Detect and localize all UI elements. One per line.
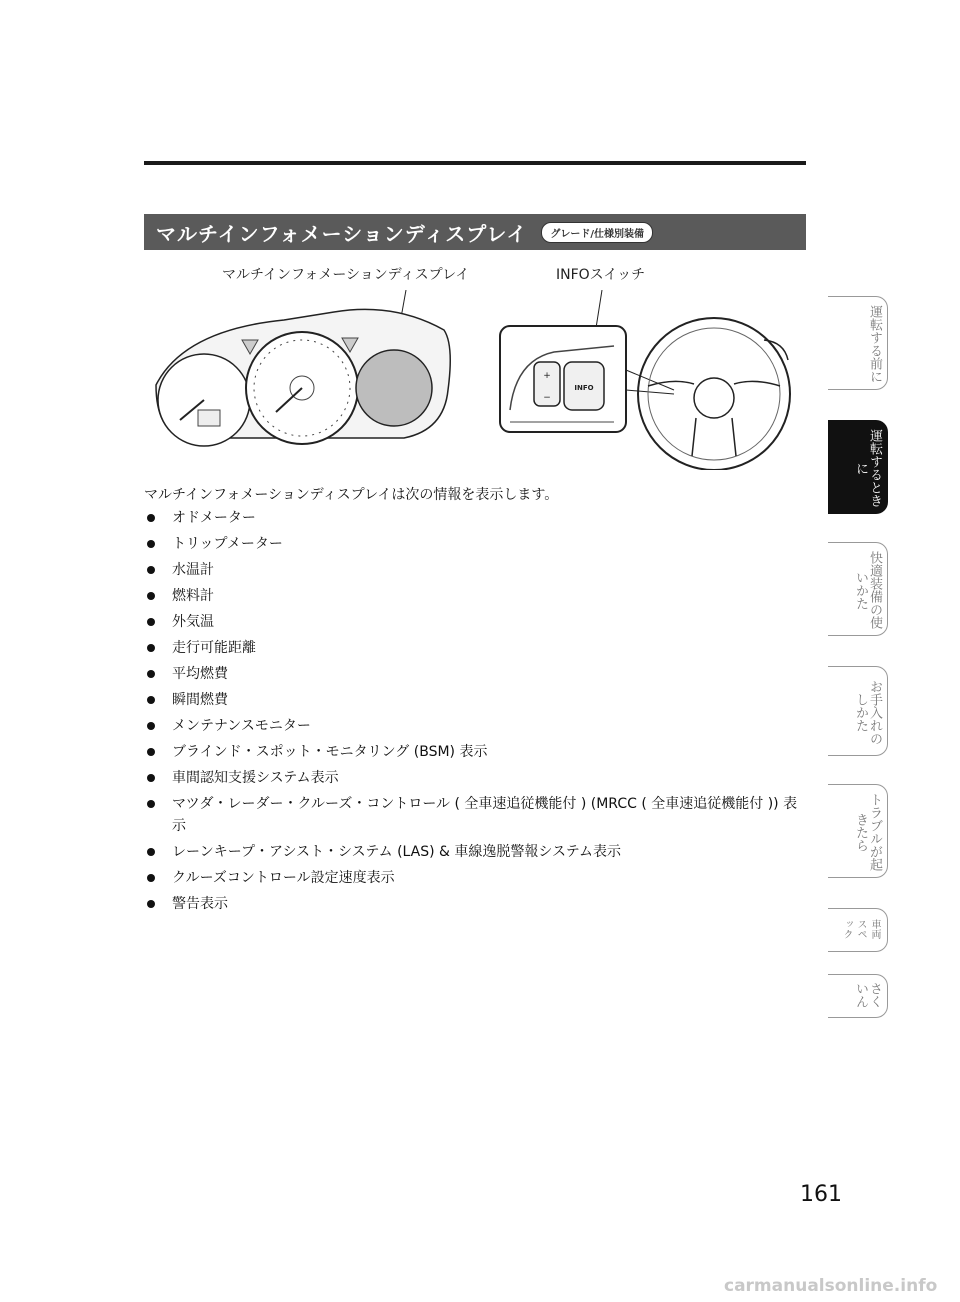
list-item: 警告表示 <box>144 893 806 915</box>
tab-while-driving[interactable] <box>828 420 888 514</box>
tab-label: さくいん <box>853 982 882 1008</box>
tachometer-display <box>198 410 220 426</box>
grade-badge: グレード/仕様別装備 <box>541 222 653 243</box>
tab-troubleshooting[interactable] <box>828 784 888 878</box>
intro-text: マルチインフォメーションディスプレイは次の情報を表示します。 <box>144 487 559 503</box>
callout-switch-label: INFOスイッチ <box>556 267 646 283</box>
list-item: 水温計 <box>144 559 806 581</box>
info-switch-label: INFO <box>574 384 594 392</box>
tab-label: お手入れのしかた <box>853 679 882 745</box>
steering-hub <box>694 378 734 418</box>
list-item: レーンキープ・アシスト・システム (LAS) & 車線逸脱警報システム表示 <box>144 841 806 863</box>
list-item: オドメーター <box>144 507 806 529</box>
list-item: トリップメーター <box>144 533 806 555</box>
instrument-cluster-illustration <box>144 290 806 470</box>
list-item: ブラインド・スポット・モニタリング (BSM) 表示 <box>144 741 806 763</box>
page-number: 161 <box>800 1182 842 1207</box>
info-list <box>144 507 806 919</box>
tab-label: トラブルが起きたら <box>853 793 882 871</box>
tab-comfort-features[interactable] <box>828 542 888 636</box>
list-item: 瞬間燃費 <box>144 689 806 711</box>
list-item: 車間認知支援システム表示 <box>144 767 806 789</box>
list-item: 外気温 <box>144 611 806 633</box>
callout-display-label: マルチインフォメーションディスプレイ <box>222 267 470 283</box>
list-item: 走行可能距離 <box>144 637 806 659</box>
tab-label: 運転する前に <box>867 305 882 383</box>
tab-label: 運転するときに <box>853 429 882 507</box>
tab-maintenance[interactable] <box>828 666 888 756</box>
section-header <box>144 214 806 250</box>
volume-down-icon: − <box>543 393 551 403</box>
list-item: マツダ・レーダー・クルーズ・コントロール ( 全車速追従機能付 ) (MRCC ( 全車速追従機能付 )) 表示 <box>144 793 806 837</box>
top-rule <box>144 161 806 165</box>
list-item: 平均燃費 <box>144 663 806 685</box>
tab-index[interactable] <box>828 974 888 1018</box>
volume-up-icon: + <box>543 371 551 381</box>
section-title: マルチインフォメーションディスプレイ <box>156 221 528 246</box>
tab-label: 車両スペック <box>841 919 880 939</box>
tab-before-driving[interactable] <box>828 296 888 390</box>
tab-label: 快適装備の使いかた <box>853 551 882 629</box>
list-item: 燃料計 <box>144 585 806 607</box>
multi-information-display <box>356 350 432 426</box>
list-item: メンテナンスモニター <box>144 715 806 737</box>
list-item: クルーズコントロール設定速度表示 <box>144 867 806 889</box>
tab-specifications[interactable] <box>828 908 888 952</box>
watermark: carmanualsonline.info <box>724 1276 938 1296</box>
